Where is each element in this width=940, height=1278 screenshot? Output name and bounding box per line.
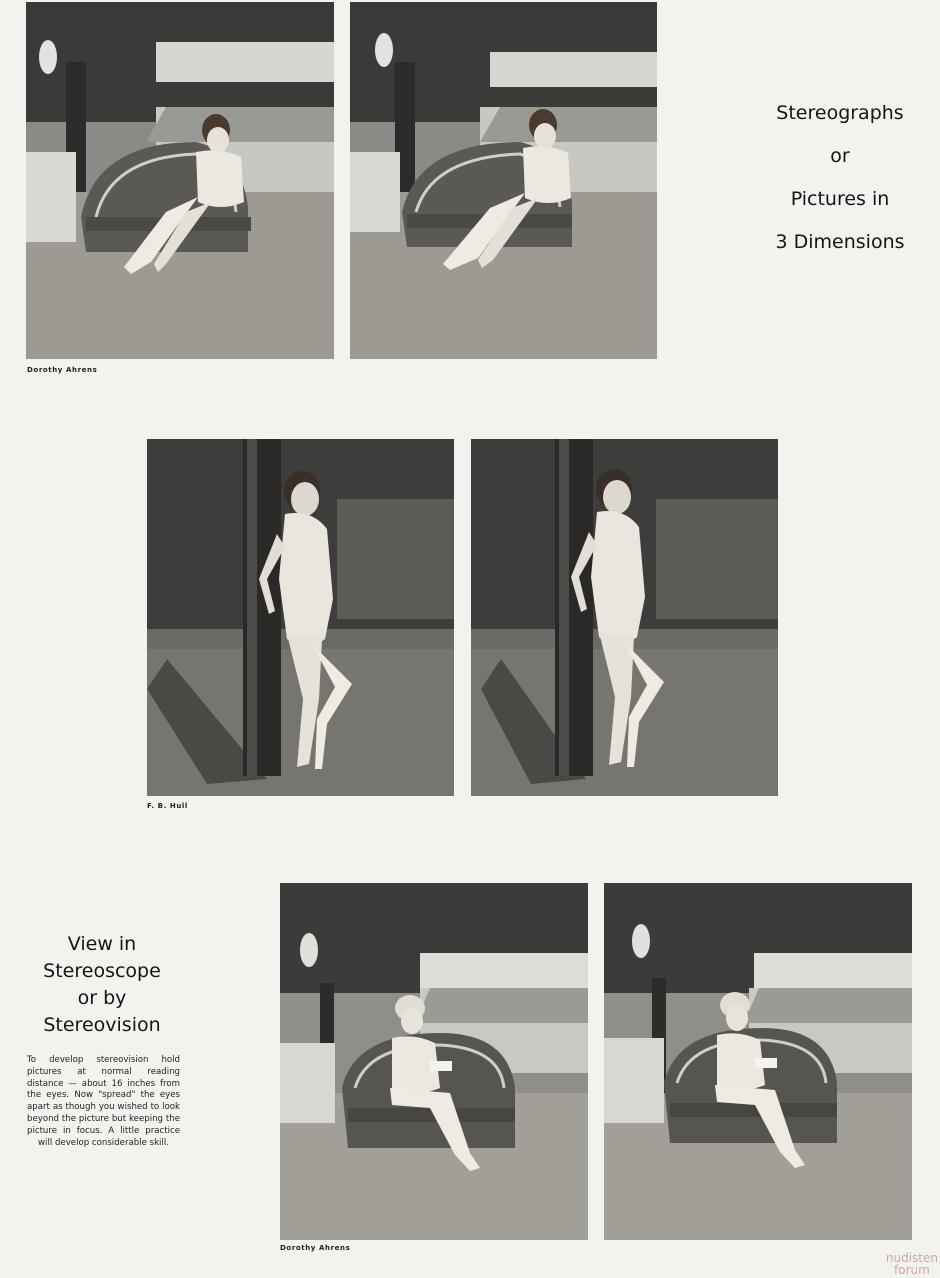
photo-chair-reading-scene — [280, 883, 588, 1240]
photo-credit: Dorothy Ahrens — [280, 1244, 351, 1252]
instructions-body: To develop stereovision hold pictures at normal reading distance — about 16 inches from the eyes. Now "spread" the eyes apart as though you wished to look beyond the picture but keeping the picture in focus. A little practice will develop considerable skill. — [27, 1055, 180, 1148]
watermark — [886, 1252, 938, 1276]
heading-line: Stereovision — [43, 1014, 161, 1036]
stereo-photo-1-right — [350, 2, 657, 359]
page-title — [760, 92, 920, 264]
stereo-photo-3-left — [280, 883, 588, 1240]
title-line: or — [830, 145, 850, 167]
title-line: Stereographs — [776, 102, 904, 124]
heading-line: or by — [77, 987, 127, 1009]
heading-line: View in — [67, 933, 137, 955]
watermark-line: forum — [894, 1263, 930, 1277]
instructions-heading — [22, 931, 182, 1039]
heading-line: Stereoscope — [43, 960, 161, 982]
stereo-photo-2-right — [471, 439, 778, 796]
watermark-line: nudisten — [885, 1251, 938, 1265]
photo-tree-scene — [471, 439, 778, 796]
stereo-photo-1-left — [26, 2, 334, 359]
title-line: Pictures in — [790, 188, 890, 210]
stereo-photo-3-right — [604, 883, 912, 1240]
stereo-photo-2-left — [147, 439, 454, 796]
photo-chair-scene — [350, 2, 657, 359]
photo-credit: F. B. Hull — [147, 802, 188, 810]
photo-credit: Dorothy Ahrens — [27, 366, 98, 374]
photo-chair-reading-scene — [604, 883, 912, 1240]
photo-chair-scene — [26, 2, 334, 359]
photo-tree-scene — [147, 439, 454, 796]
title-line: 3 Dimensions — [775, 231, 905, 253]
